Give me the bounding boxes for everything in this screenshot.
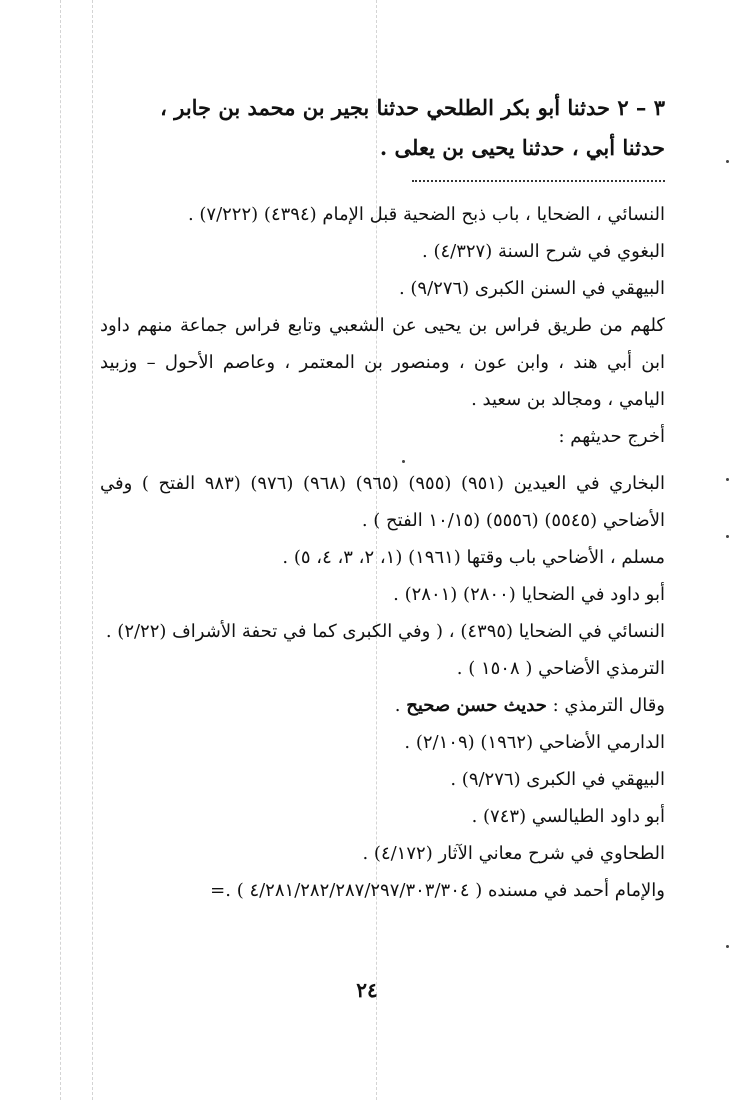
footnote-nasai: النسائي ، الضحايا ، باب ذبح الضحية قبل الإمام (٤٣٩٤) (٧/٢٢٢) . — [187, 204, 665, 225]
page-body — [100, 88, 665, 909]
footnote-tahawi: الطحاوي في شرح معاني الآثار (٤/١٧٢) . — [362, 843, 665, 864]
footnote-nasai-kubra: النسائي في الضحايا (٤٣٩٥) ، ( وفي الكبرى كما في تحفة الأشراف (٢/٢٢) . — [105, 621, 665, 642]
scan-speck — [726, 535, 729, 538]
footnote-divider — [412, 180, 665, 182]
footnote-bukhari: البخاري في العيدين (٩٥١) (٩٥٥) (٩٦٥) (٩٦٨) (٩٧٦) (٩٨٣ الفتح ) وفي الأضاحي (٥٥٤٥) (٥٥٥٦) (١٠/١٥ الفتح ) . — [100, 473, 665, 531]
tirmidhi-suffix: . — [394, 695, 401, 716]
footnote-baghawi: البغوي في شرح السنة (٤/٣٢٧) . — [422, 241, 665, 262]
footnote-intro: أخرج حديثهم : — [558, 426, 665, 447]
footnote-muslim: مسلم ، الأضاحي باب وقتها (١٩٦١) (١، ٢، ٣، ٤، ٥) . — [282, 547, 665, 568]
footnote-tirmidhi-grade — [100, 687, 665, 724]
footnote-chain-paragraph: كلهم من طريق فراس بن يحيى عن الشعبي وتابع فراس جماعة منهم داود ابن أبي هند ، وابن عون ، ومنصور بن المعتمر ، وعاصم الأحول – وزبيد اليامي ، ومجالد بن سعيد . — [100, 315, 665, 410]
spacer — [100, 455, 665, 465]
footnote-tirmidhi: الترمذي الأضاحي ( ١٥٠٨ ) . — [456, 658, 665, 679]
page-number: ٢٤ — [356, 978, 378, 1002]
tirmidhi-prefix: وقال الترمذي : — [552, 695, 665, 716]
tirmidhi-grade: حديث حسن صحيح — [406, 695, 547, 716]
hadith-line-1: ٣ – ٢ حدثنا أبو بكر الطلحي حدثنا بجير بن محمد بن جابر ، — [160, 95, 665, 120]
scan-speck — [726, 945, 729, 948]
hadith-text — [100, 88, 665, 168]
footnote-bayhaqi-sunan: البيهقي في السنن الكبرى (٩/٢٧٦) . — [398, 278, 665, 299]
footnotes — [100, 196, 665, 909]
scan-guide-line — [92, 0, 93, 1100]
footnote-darimi: الدارمي الأضاحي (١٩٦٢) (٢/١٠٩) . — [404, 732, 665, 753]
hadith-line-2: حدثنا أبي ، حدثنا يحيى بن يعلى . — [379, 135, 665, 160]
scan-guide-line — [60, 0, 61, 1100]
scan-speck — [726, 478, 729, 481]
footnote-ahmad: والإمام أحمد في مسنده ( ٤/٢٨١/٢٨٢/٢٨٧/٢٩٧/٣٠٣/٣٠٤ ) .= — [210, 880, 665, 901]
footnote-bayhaqi-kubra: البيهقي في الكبرى (٩/٢٧٦) . — [450, 769, 665, 790]
footnote-tayalisi: أبو داود الطيالسي (٧٤٣) . — [471, 806, 665, 827]
footnote-abu-dawud: أبو داود في الضحايا (٢٨٠٠) (٢٨٠١) . — [393, 584, 665, 605]
scan-speck — [726, 160, 729, 163]
